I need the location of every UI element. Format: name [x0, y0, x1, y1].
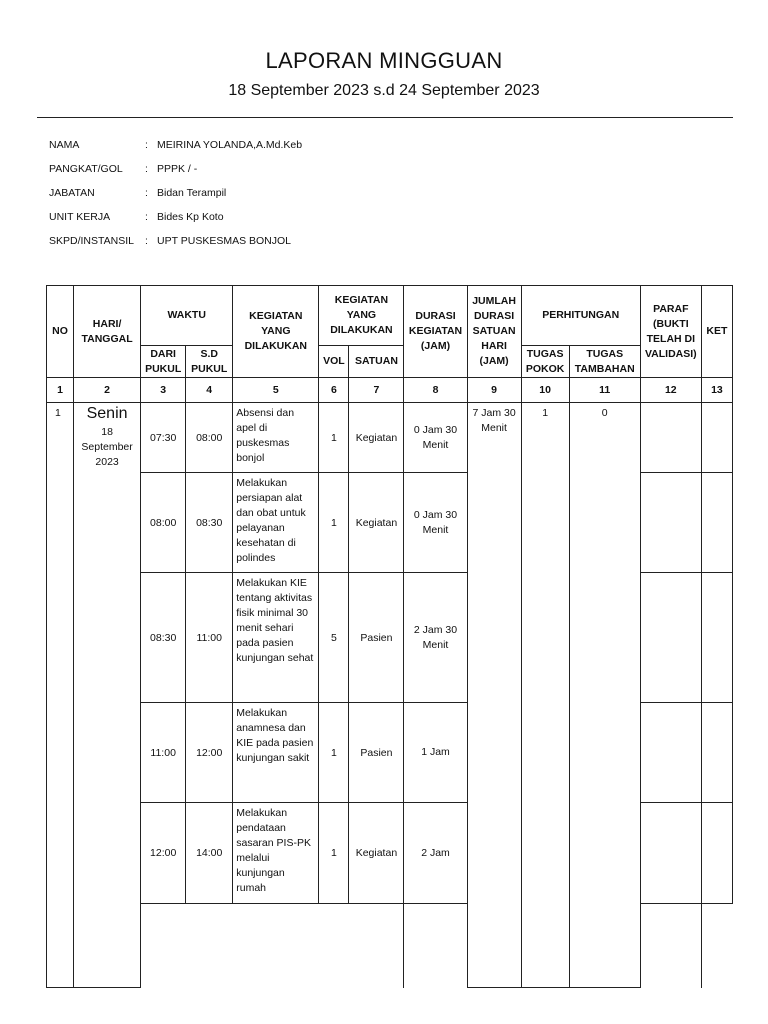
- ket-cell: [701, 904, 732, 988]
- activity-description: Melakukan persiapan alat dan obat untuk pelayanan kesehatan di polindes: [233, 473, 319, 573]
- col-ket-header: KET: [701, 286, 732, 378]
- paraf-cell: [640, 904, 701, 988]
- col-perhitungan-header: PERHITUNGAN: [521, 286, 640, 346]
- report-period: 18 September 2023 s.d 24 September 2023: [228, 82, 540, 99]
- activity-vol: 5: [319, 573, 349, 703]
- column-number: 8: [404, 378, 467, 403]
- report-title: LAPORAN MINGGUAN: [265, 48, 503, 73]
- activity-satuan: Kegiatan: [349, 473, 404, 573]
- activity-vol: 1: [319, 473, 349, 573]
- ket-cell: [701, 703, 732, 803]
- activity-sd: 14:00: [186, 803, 233, 904]
- activity-dari: 08:00: [141, 473, 186, 573]
- empty-activity-cell: [141, 904, 404, 988]
- profile-row-pangkat: [49, 163, 302, 187]
- paraf-cell: [640, 803, 701, 904]
- activity-vol: 1: [319, 403, 349, 473]
- activity-vol: 1: [319, 803, 349, 904]
- column-number: 1: [47, 378, 74, 403]
- profile-colon: :: [145, 139, 148, 151]
- activity-durasi: 0 Jam 30 Menit: [404, 473, 467, 573]
- paraf-cell: [640, 403, 701, 473]
- table-subheader-row: [47, 346, 733, 378]
- profile-row-unit-kerja: [49, 211, 302, 235]
- table-row: [47, 403, 733, 473]
- activity-satuan: Kegiatan: [349, 403, 404, 473]
- activity-durasi: 0 Jam 30 Menit: [404, 403, 467, 473]
- activity-description: Melakukan KIE tentang aktivitas fisik minimal 30 menit sehari pada pasien kunjungan sehat: [233, 573, 319, 703]
- profile-label: PANGKAT/GOL: [49, 163, 123, 175]
- col-sd-pukul-header: S.D PUKUL: [186, 346, 233, 378]
- activity-description: Absensi dan apel di puskesmas bonjol: [233, 403, 319, 473]
- col-kegiatan-header: KEGIATAN YANG DILAKUKAN: [233, 286, 319, 378]
- entry-date: 18 September 2023: [81, 426, 133, 468]
- col-vol-header: VOL: [319, 346, 349, 378]
- column-number: 10: [521, 378, 569, 403]
- entry-day-date: [74, 403, 141, 988]
- column-number: 12: [640, 378, 701, 403]
- ket-cell: [701, 573, 732, 703]
- activity-sd: 08:00: [186, 403, 233, 473]
- activity-satuan: Pasien: [349, 573, 404, 703]
- profile-row-nama: [49, 139, 302, 163]
- empty-durasi-cell: [404, 904, 467, 988]
- profile-row-skpd: [49, 235, 302, 259]
- activity-description: Melakukan pendataan sasaran PIS-PK melalui kunjungan rumah: [233, 803, 319, 904]
- col-durasi-header: DURASI KEGIATAN (JAM): [404, 286, 467, 378]
- profile-label: UNIT KERJA: [49, 211, 111, 223]
- activity-table: [46, 285, 733, 988]
- ket-cell: [701, 473, 732, 573]
- entry-jumlah-durasi: 7 Jam 30 Menit: [467, 403, 521, 988]
- activity-sd: 11:00: [186, 573, 233, 703]
- table-header-row: [47, 286, 733, 346]
- profile-colon: :: [145, 163, 148, 175]
- column-number: 13: [701, 378, 732, 403]
- col-tugas-tambahan-header: TUGAS TAMBAHAN: [569, 346, 640, 378]
- column-number: 4: [186, 378, 233, 403]
- profile-row-jabatan: [49, 187, 302, 211]
- paraf-cell: [640, 703, 701, 803]
- activity-durasi: 1 Jam: [404, 703, 467, 803]
- profile-colon: :: [145, 187, 148, 199]
- entry-day: Senin: [86, 405, 128, 422]
- activity-dari: 11:00: [141, 703, 186, 803]
- profile-colon: :: [145, 211, 148, 223]
- activity-dari: 08:30: [141, 573, 186, 703]
- activity-satuan: Kegiatan: [349, 803, 404, 904]
- column-number: 11: [569, 378, 640, 403]
- ket-cell: [701, 403, 732, 473]
- column-number: 7: [349, 378, 404, 403]
- ket-cell: [701, 803, 732, 904]
- paraf-cell: [640, 573, 701, 703]
- activity-vol: 1: [319, 703, 349, 803]
- profile-value: Bides Kp Koto: [157, 211, 224, 223]
- col-satuan-header: SATUAN: [349, 346, 404, 378]
- column-number-row: [47, 378, 733, 403]
- profile-label: NAMA: [49, 139, 80, 151]
- column-number: 3: [141, 378, 186, 403]
- col-hari-tanggal-header: HARI/ TANGGAL: [74, 286, 141, 378]
- column-number: 6: [319, 378, 349, 403]
- column-number: 2: [74, 378, 141, 403]
- activity-satuan: Pasien: [349, 703, 404, 803]
- profile-colon: :: [145, 235, 148, 247]
- column-number: 9: [467, 378, 521, 403]
- column-number: 5: [233, 378, 319, 403]
- entry-tugas-tambahan: 0: [569, 403, 640, 988]
- entry-no: 1: [47, 403, 74, 988]
- col-dari-pukul-header: DARI PUKUL: [141, 346, 186, 378]
- profile-label: SKPD/INSTANSIL: [49, 235, 134, 247]
- col-tugas-pokok-header: TUGAS POKOK: [521, 346, 569, 378]
- profile-value: PPPK / -: [157, 163, 198, 175]
- col-kegiatan-dilakukan-header: KEGIATAN YANG DILAKUKAN: [319, 286, 404, 346]
- col-waktu-header: WAKTU: [141, 286, 233, 346]
- header-divider: [37, 117, 733, 118]
- profile-value: MEIRINA YOLANDA,A.Md.Keb: [157, 139, 303, 151]
- activity-description: Melakukan anamnesa dan KIE pada pasien kunjungan sakit: [233, 703, 319, 803]
- activity-sd: 08:30: [186, 473, 233, 573]
- activity-durasi: 2 Jam 30 Menit: [404, 573, 467, 703]
- col-no-header: NO: [47, 286, 74, 378]
- col-jumlah-durasi-header: JUMLAH DURASI SATUAN HARI (JAM): [467, 286, 521, 378]
- activity-dari: 12:00: [141, 803, 186, 904]
- entry-tugas-pokok: 1: [521, 403, 569, 988]
- activity-dari: 07:30: [141, 403, 186, 473]
- profile-value: UPT PUSKESMAS BONJOL: [157, 235, 292, 247]
- paraf-cell: [640, 473, 701, 573]
- profile-info: [49, 139, 302, 259]
- col-paraf-header: PARAF (BUKTI TELAH DI VALIDASI): [640, 286, 701, 378]
- activity-durasi: 2 Jam: [404, 803, 467, 904]
- profile-value: Bidan Terampil: [157, 187, 227, 199]
- profile-label: JABATAN: [49, 187, 95, 199]
- activity-sd: 12:00: [186, 703, 233, 803]
